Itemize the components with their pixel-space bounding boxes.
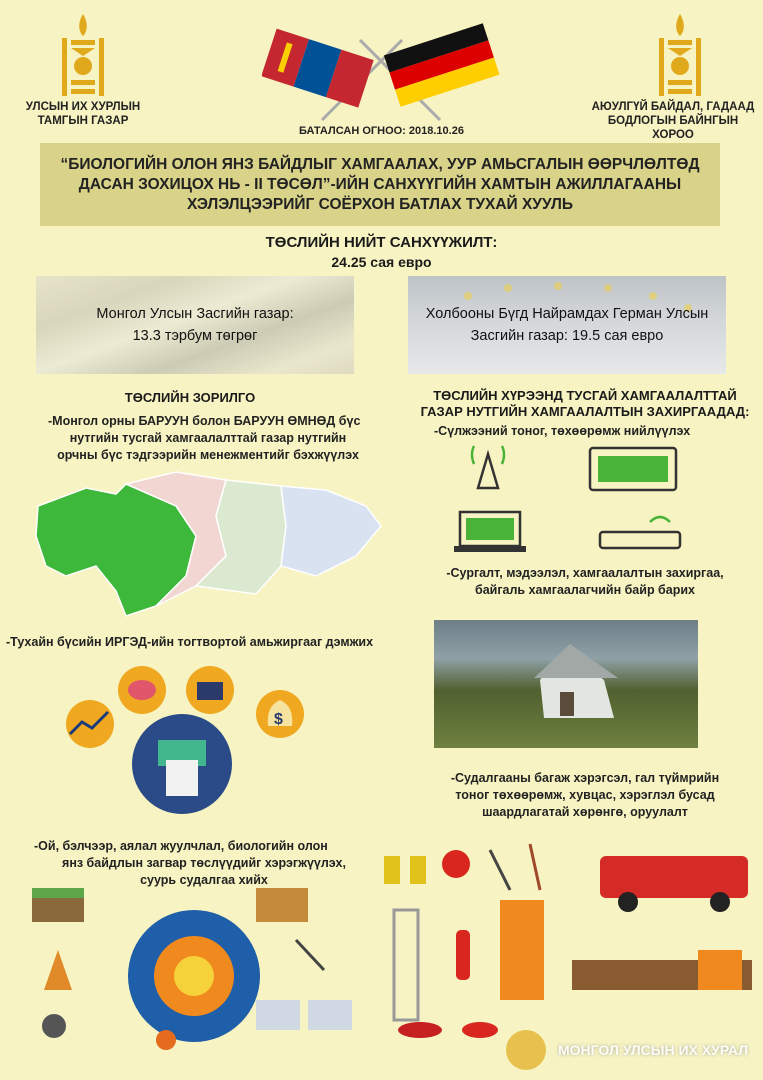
svg-text:$: $ [274, 711, 283, 728]
goal-2: -Тухайн бүсийн ИРГЭД-ийн тогтвортой амьжиргааг дэмжих [6, 635, 374, 649]
house-icon [434, 620, 698, 748]
admin-item-2: -Сургалт, мэдээлэл, хамгаалалтын захиргаа, байгаль хамгаалагчийн байр барих [446, 566, 724, 597]
left-org-name: УЛСЫН ИХ ХУРЛЫН ТАМГЫН ГАЗАР [25, 101, 141, 127]
router-icon [600, 517, 680, 548]
livelihood-icons [40, 660, 330, 820]
axe-icon [530, 844, 540, 890]
parliament-emblem [506, 1030, 546, 1070]
network-icons [440, 440, 690, 560]
admin-heading: ТӨСЛИЙН ХҮРЭЭНД ТУСГАЙ ХАМГААЛАЛТТАЙ ГАЗАР НУТГИЙН ХАМГААЛАЛТЫН ЗАХИРГААДАД: [420, 388, 750, 419]
tripod-icon [44, 950, 72, 990]
red-jeep-icon [600, 856, 748, 898]
laptop-icon [454, 512, 526, 552]
fire-helmet-icon [462, 1022, 498, 1038]
goal-3: -Ой, бэлчээр, аялал жуулчлал, биологийн олон янз байдлын загвар төслүүдийг хэрэгжүүлэх, суурь судалгаа хийх [34, 839, 346, 887]
money-photo [36, 276, 354, 374]
crossed-flags-icon [262, 22, 500, 122]
fire-suit-icon [500, 900, 544, 1000]
euro-photo [408, 276, 726, 374]
alarm-bell-icon [442, 850, 470, 878]
goals-heading: ТӨСЛИЙН ЗОРИЛГО [124, 390, 256, 405]
fire-hose-icon [398, 1022, 442, 1038]
germany-funding-label: Холбооны Бүгд Найрамдах Герман Улсын [425, 306, 709, 322]
admin-item-3: -Судалгааны багаж хэрэгсэл, гал түймрийн тоног төхөөрөмж, хувцас, хэрэглэл бусад шаардлагатай хөрөнгө, оруулалт [450, 771, 720, 819]
goal-1: -Монгол орны БАРУУН болон БАРУУН ӨМНӨД бүс нутгийн тусгай хамгаалалттай газар нутгийн орчны бүс тэдгээрийн менежментийг бэхжүүлэх [48, 414, 361, 462]
researcher-icon [42, 1014, 66, 1038]
ranger-house-photo [434, 620, 698, 748]
approved-date: БАТАЛСАН ОГНОО: 2018.10.26 [299, 125, 464, 137]
helmet-icon [156, 1030, 176, 1050]
footer-watermark: МОНГОЛ УЛСЫН ИХ ХУРАЛ [558, 1042, 749, 1058]
computer-icon [256, 1000, 300, 1030]
ladder-icon [394, 910, 418, 1020]
monitor-icon [590, 448, 676, 490]
mongolia-map [26, 466, 386, 626]
pickaxe-icon [296, 940, 324, 970]
research-icons [24, 880, 364, 1050]
gloves-icon [384, 856, 400, 884]
shovel-icon [490, 850, 510, 890]
extinguisher-icon [456, 930, 470, 980]
mongolia-flag [262, 29, 374, 108]
mongolia-funding-label: Монгол Улсын Засгийн газар: [96, 306, 294, 322]
funding-total: 24.25 сая евро [331, 254, 432, 270]
law-title: “БИОЛОГИЙН ОЛОН ЯНЗ БАЙДЛЫГ ХАМГААЛАХ, УУР АМЬСГАЛЫН ӨӨРЧЛӨЛТӨД ДАСАН ЗОХИЦОХ НЬ - II ТӨСӨЛ”-ИЙН САНХҮҮГИЙН ХАМТЫН АЖИЛЛАГААНЫ ХЭЛЭЛЦЭЭРИЙГ СОЁРХОН БАТЛАХ ТУХАЙ ХУУЛЬ [40, 143, 720, 226]
antenna-icon [472, 446, 504, 488]
geology-icon [256, 888, 308, 922]
admin-item-1: -Сүлжээний тоног, төхөөрөмж нийлүүлэх [434, 424, 691, 438]
growth-chart-icon [66, 700, 114, 748]
mongolia-funding-amount: 13.3 тэрбум төгрөг [132, 328, 258, 344]
germany-funding-amount: Засгийн газар: 19.5 сая евро [470, 328, 664, 344]
equipment-icons [380, 840, 758, 1040]
soyombo-seal-left [60, 12, 106, 100]
germany-flag [384, 23, 500, 106]
right-org-name: АЮУЛГҮЙ БАЙДАЛ, ГАДААД БОДЛОГЫН БАЙНГЫН ХОРОО [591, 101, 755, 141]
funding-label: ТӨСЛИЙН НИЙТ САНХҮҮЖИЛТ: [265, 234, 498, 251]
soyombo-seal-right [657, 12, 703, 100]
